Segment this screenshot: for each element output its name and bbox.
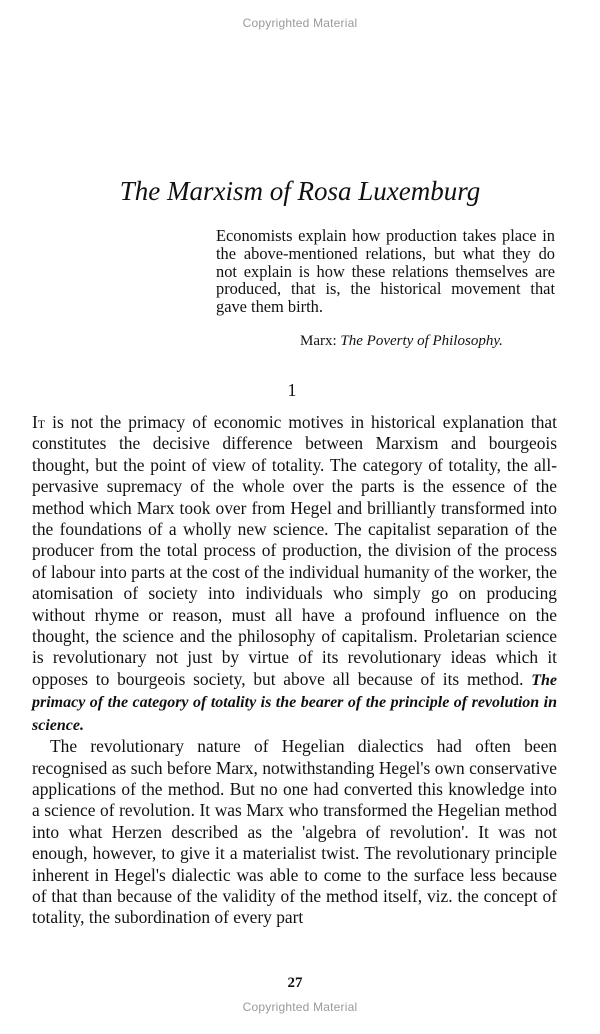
epigraph-attribution — [300, 333, 560, 350]
chapter-title: The Marxism of Rosa Luxemburg — [119, 176, 481, 206]
page-number: 27 — [287, 975, 303, 991]
paragraph-2: The revolutionary nature of Hegelian dialectics had often been recognised as such before Marx, notwithstanding Hegel's own conservative applications of the method. But no one had converted this knowledge into a science of revolution. It was Marx who transformed the Hegelian method into what Herzen described as the 'algebra of revolution'. It was not enough, however, to give it a materialist twist. The revolutionary principle inherent in Hegel's dialectic was able to come to the surface less because of that than because of the validity of the method itself, viz. the concept of totality, the subordination of every part — [32, 736, 557, 928]
paragraph-1-emphasis: The primacy of the category of totality is the bearer of the principle of revolution in science. — [32, 671, 557, 734]
body-text — [32, 412, 557, 929]
epigraph-text: Economists explain how production takes place in the above-mentioned relations, but what they do not explain is how these relations themselves are produced, that is, the historical movement that gave them birth. — [216, 226, 555, 317]
epigraph — [216, 227, 555, 316]
watermark-bottom: Copyrighted Material — [242, 1000, 358, 1014]
watermark-top: Copyrighted Material — [242, 16, 358, 30]
section-number: 1 — [287, 380, 297, 400]
epigraph-work: The Poverty of Philosophy. — [340, 333, 503, 349]
epigraph-author: Marx: — [300, 333, 337, 349]
paragraph-lead: It — [32, 412, 46, 432]
paragraph-1 — [32, 412, 557, 736]
paragraph-1-text: is not the primacy of economic motives in historical explanation that constitutes the decisive difference between Marxism and bourgeois thought, but the point of view of totality. The category of totality, the all-pervasive supremacy of the whole over the parts is the essence of the method which Marx took over from Hegel and brilliantly transformed into the foundations of a wholly new science. The capitalist separation of the producer from the total process of production, the division of the process of labour into parts at the cost of the individual humanity of the worker, the atomisation of society into individuals who simply go on producing without rhyme or reason, must all have a profound influence on the thought, the science and the philosophy of capitalism. Proletarian science is revolutionary not just by virtue of its revolutionary ideas which it opposes to bourgeois society, but above all because of its method. — [32, 412, 557, 689]
